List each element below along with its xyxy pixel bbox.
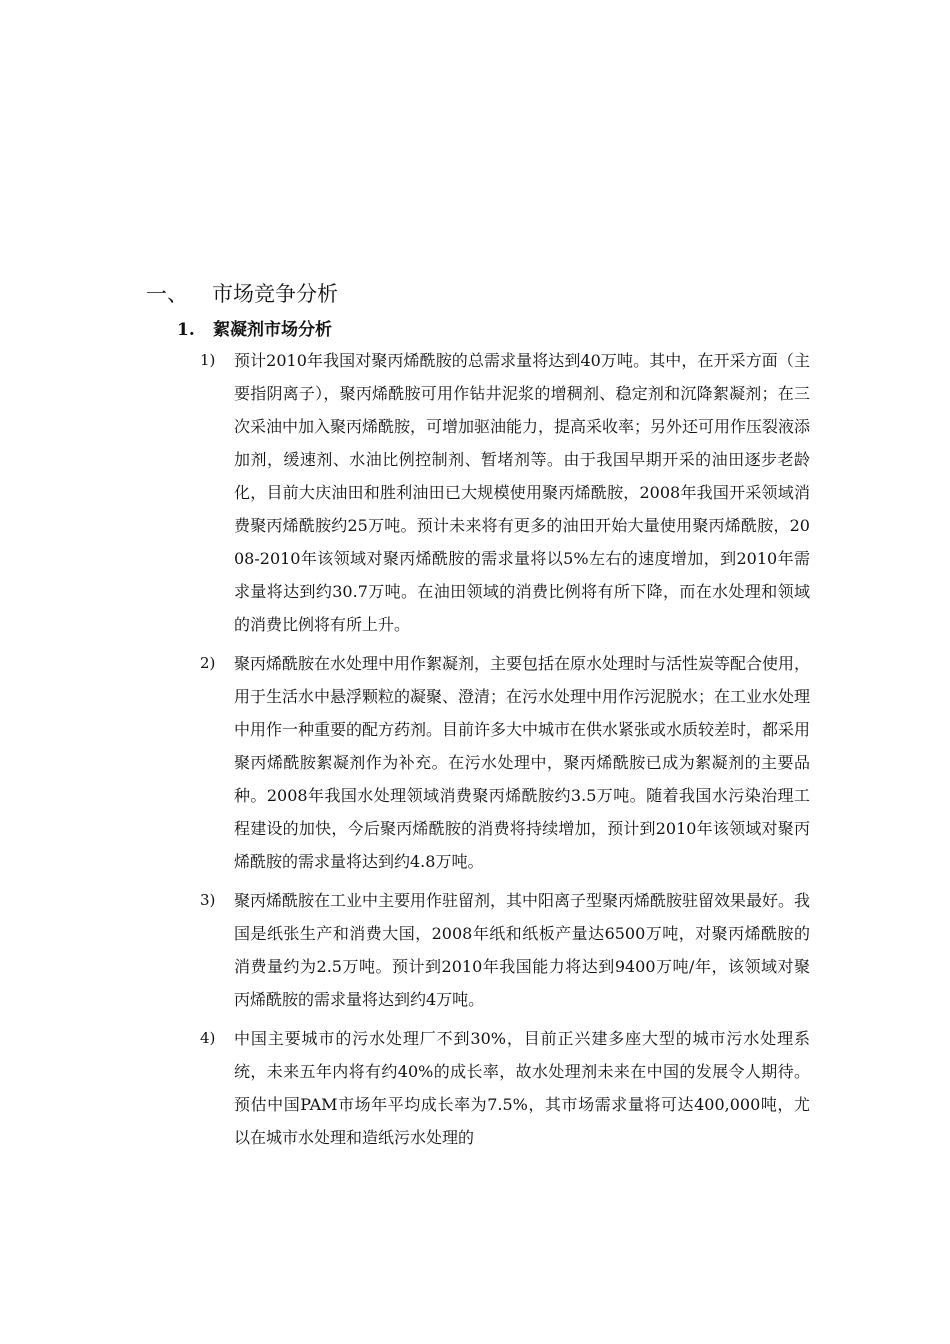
list-item-marker: 2) — [200, 654, 216, 672]
list-item — [200, 1022, 810, 1154]
list-item — [200, 884, 810, 1016]
list-item-marker: 1) — [200, 351, 216, 369]
subsection-title: 絮凝剂市场分析 — [213, 320, 332, 340]
list-item — [200, 344, 810, 641]
list-item-text: 预计2010年我国对聚丙烯酰胺的总需求量将达到40万吨。其中，在开采方面（主要指阴离子），聚丙烯酰胺可用作钻井泥浆的增稠剂、稳定剂和沉降絮凝剂；在三次采油中加入聚丙烯酰胺，可增加驱油能力，提高采收率；另外还可用作压裂液添加剂，缓速剂、水油比例控制剂、暂堵剂等。由于我国早期开采的油田逐步老龄化，目前大庆油田和胜利油田已大规模使用聚丙烯酰胺，2008年我国开采领域消费聚丙烯酰胺约25万吨。预计未来将有更多的油田开始大量使用聚丙烯酰胺，2008-2010年该领域对聚丙烯酰胺的需求量将以5%左右的速度增加，到2010年需求量将达到约30.7万吨。在油田领域的消费比例将有所下降，而在水处理和领域的消费比例将有所上升。 — [234, 351, 811, 634]
list-item-marker: 3) — [200, 891, 216, 909]
list-item-marker: 4) — [200, 1029, 216, 1047]
subsection-heading — [177, 314, 332, 346]
list-item-text: 中国主要城市的污水处理厂不到30%，目前正兴建多座大型的城市污水处理系统，未来五年内将有约40%的成长率，故水处理剂未来在中国的发展令人期待。预估中国PAM市场年平均成长率为7.5%，其市场需求量将可达400,000吨，尤以在城市水处理和造纸污水处理的 — [234, 1029, 810, 1147]
analysis-list — [200, 344, 810, 1160]
list-item-text: 聚丙烯酰胺在工业中主要用作驻留剂，其中阳离子型聚丙烯酰胺驻留效果最好。我国是纸张生产和消费大国，2008年纸和纸板产量达6500万吨，对聚丙烯酰胺的消费量约为2.5万吨。预计到2010年我国能力将达到9400万吨/年，该领域对聚丙烯酰胺的需求量将达到约4万吨。 — [234, 891, 811, 1009]
list-item-text: 聚丙烯酰胺在水处理中用作絮凝剂，主要包括在原水处理时与活性炭等配合使用，用于生活水中悬浮颗粒的凝聚、澄清；在污水处理中用作污泥脱水；在工业水处理中用作一种重要的配方药剂。目前许多大中城市在供水紧张或水质较差时，都采用聚丙烯酰胺絮凝剂作为补充。在污水处理中，聚丙烯酰胺已成为絮凝剂的主要品种。2008年我国水处理领域消费聚丙烯酰胺约3.5万吨。随着我国水污染治理工程建设的加快，今后聚丙烯酰胺的消费将持续增加，预计到2010年该领域对聚丙烯酰胺的需求量将达到约4.8万吨。 — [234, 654, 811, 871]
section-title: 市场竞争分析 — [212, 282, 338, 306]
list-item — [200, 647, 810, 878]
subsection-number: 1. — [177, 320, 195, 340]
section-number: 一、 — [146, 282, 188, 306]
section-heading — [146, 278, 338, 310]
